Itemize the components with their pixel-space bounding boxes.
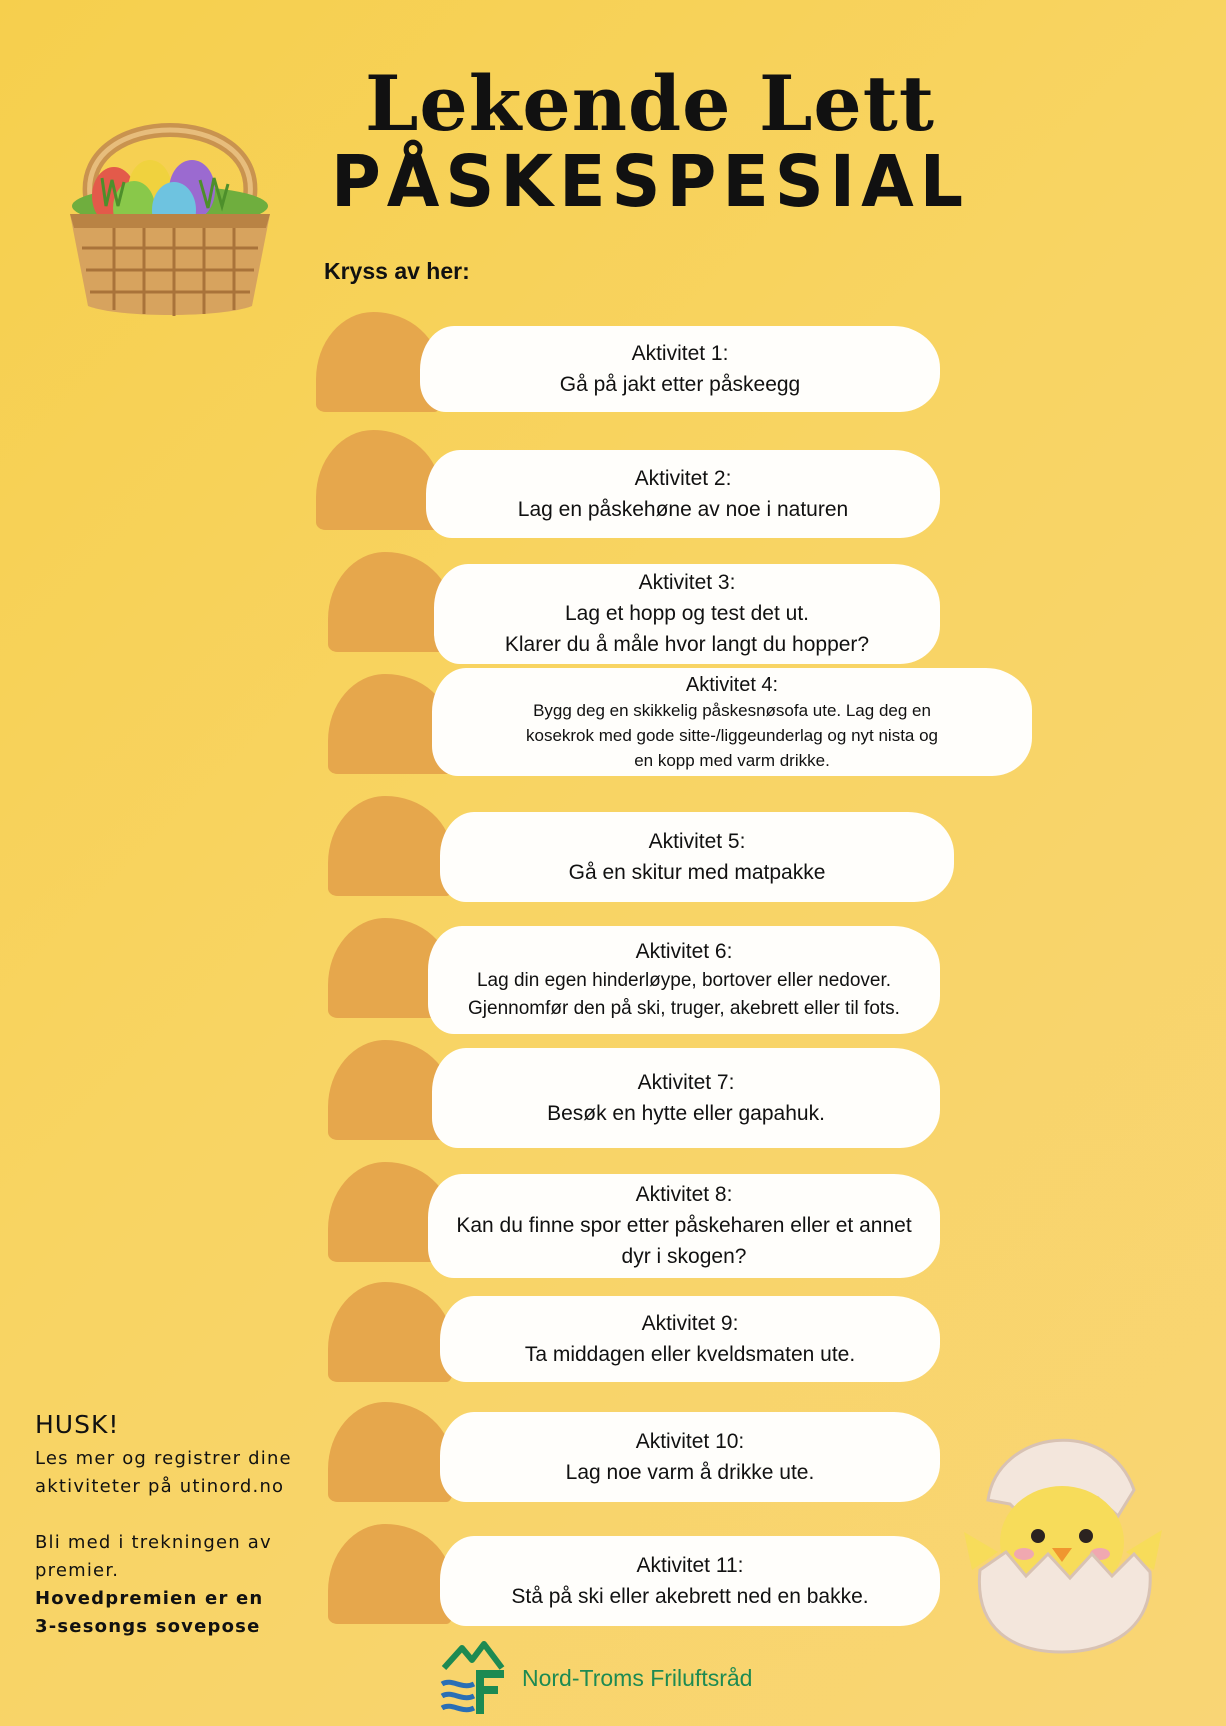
title-line-2: PÅSKESPESIAL [330, 141, 970, 224]
activity-title: Aktivitet 1: [631, 341, 729, 365]
activity-title: Aktivitet 5: [648, 829, 746, 853]
reminder-text: aktiviteter på utinord.no [35, 1476, 285, 1497]
reminder-prize: 3-sesongs sovepose [35, 1616, 261, 1637]
activity-title: Aktivitet 4: [685, 673, 779, 696]
activity-text: Kan du finne spor etter påskeharen eller et annet [456, 1214, 912, 1237]
activity-text: dyr i skogen? [621, 1245, 747, 1268]
friluftsrad-logo-icon [440, 1638, 512, 1718]
activity-title: Aktivitet 2: [634, 466, 732, 490]
activity-checkbox-5[interactable] [328, 796, 452, 896]
activity-card-4 [432, 668, 1032, 776]
activity-title: Aktivitet 8: [635, 1183, 733, 1206]
activity-title: Aktivitet 3: [638, 571, 736, 594]
check-instruction: Kryss av her: [324, 258, 470, 284]
logo [440, 1638, 752, 1718]
activity-card-3 [434, 564, 940, 664]
activity-title: Aktivitet 7: [637, 1070, 735, 1094]
activity-title: Aktivitet 11: [636, 1553, 744, 1577]
reminder-text: Bli med i trekningen av [35, 1532, 272, 1553]
activity-text: Bygg deg en skikkelig påskesnøsofa ute. Lag deg en [533, 700, 931, 720]
activity-text: kosekrok med gode sitte-/liggeunderlag og nyt nista og [525, 725, 939, 745]
activity-checkbox-11[interactable] [328, 1524, 452, 1624]
activity-checkbox-2[interactable] [316, 430, 440, 530]
activity-text: Besøk en hytte eller gapahuk. [547, 1101, 825, 1125]
activity-title: Aktivitet 6: [635, 940, 733, 963]
activity-card-6 [428, 926, 940, 1034]
activity-text: Lag noe varm å drikke ute. [565, 1460, 815, 1484]
activity-text: Lag et hopp og test det ut. [564, 602, 810, 625]
activity-card-11 [440, 1536, 940, 1626]
activity-card-1 [420, 326, 940, 412]
hatching-chick-icon [958, 1420, 1168, 1655]
activity-text: Gå på jakt etter påskeegg [559, 372, 801, 396]
activity-checkbox-10[interactable] [328, 1402, 452, 1502]
activity-text: Stå på ski eller akebrett ned en bakke. [511, 1584, 869, 1608]
logo-text: Nord-Troms Friluftsråd [522, 1664, 753, 1691]
activity-title: Aktivitet 9: [641, 1311, 739, 1335]
activity-card-7 [432, 1048, 940, 1148]
reminder-prize: Hovedpremien er en [35, 1588, 264, 1609]
activity-card-8 [428, 1174, 940, 1278]
activity-card-10 [440, 1412, 940, 1502]
easter-basket-icon [62, 78, 278, 320]
activity-text: en kopp med varm drikke. [634, 750, 830, 770]
activity-text: Lag en påskehøne av noe i naturen [517, 497, 849, 521]
activity-title: Aktivitet 10: [635, 1429, 745, 1453]
activity-text: Klarer du å måle hvor langt du hopper? [504, 633, 870, 656]
activity-checkbox-9[interactable] [328, 1282, 452, 1382]
activity-text: Lag din egen hinderløype, bortover eller nedover. [476, 970, 892, 991]
activity-card-2 [426, 450, 940, 538]
activity-text: Gå en skitur med matpakke [568, 860, 826, 884]
title-line-1: Lekende Lett [364, 59, 935, 148]
activity-card-5 [440, 812, 954, 902]
activity-card-9 [440, 1296, 940, 1382]
reminder-box [35, 1410, 325, 1641]
reminder-text: premier. [35, 1560, 120, 1581]
activity-text: Gjennomfør den på ski, truger, akebrett eller til fots. [468, 998, 900, 1019]
page-title [300, 59, 1000, 224]
reminder-text: Les mer og registrer dine [35, 1448, 292, 1469]
reminder-heading: HUSK! [35, 1410, 120, 1439]
activity-text: Ta middagen eller kveldsmaten ute. [524, 1342, 856, 1366]
